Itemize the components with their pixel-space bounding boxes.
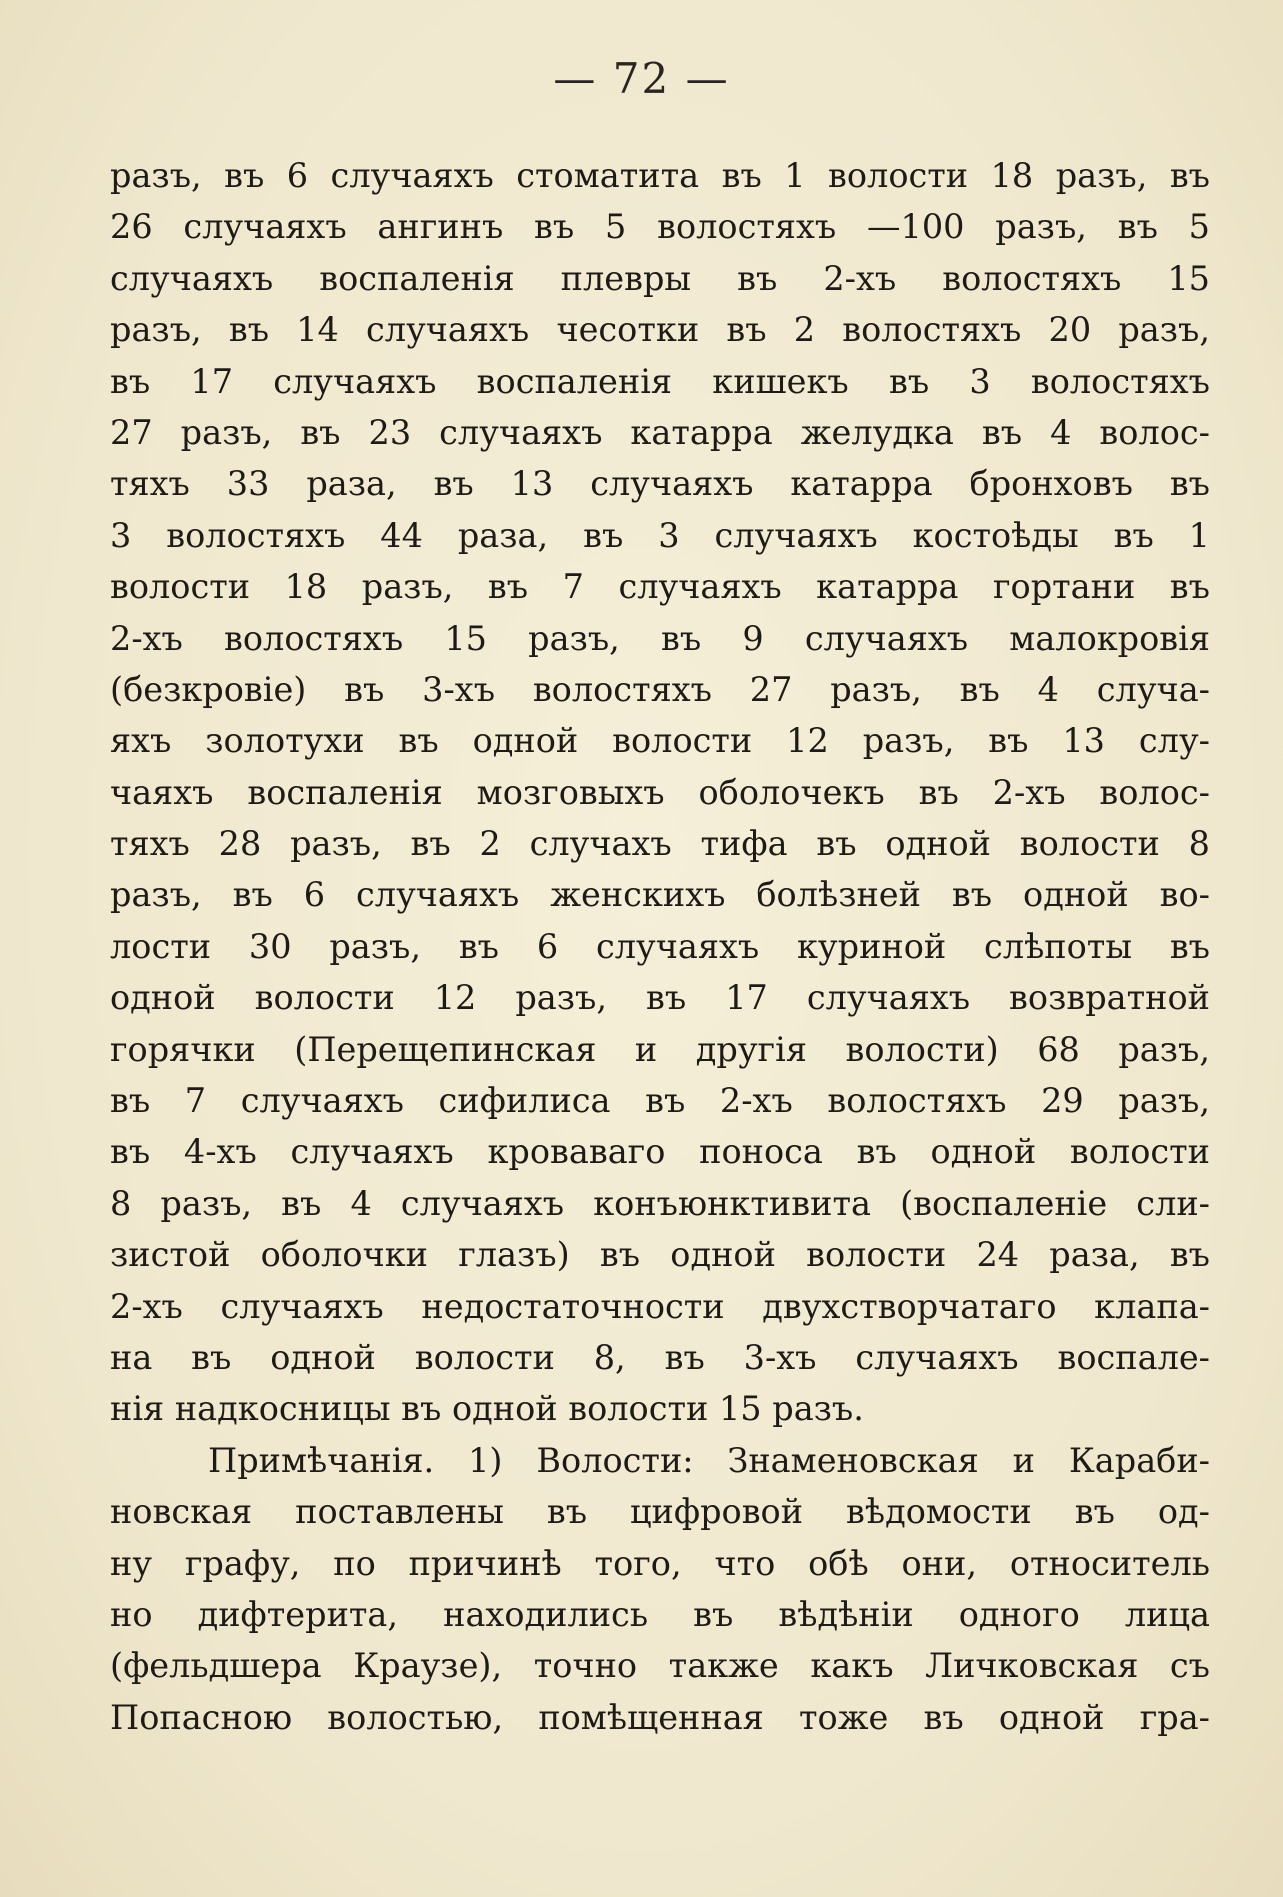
text-line: 27 разъ, въ 23 случаяхъ катарра желудка въ 4 волос-	[110, 412, 1210, 452]
text-line: на въ одной волости 8, въ 3-хъ случаяхъ воспале-	[110, 1337, 1210, 1377]
text-line: разъ, въ 14 случаяхъ чесотки въ 2 волостяхъ 20 разъ,	[110, 310, 1210, 350]
text-line: Попасною волостью, помѣщенная тоже въ одной гра-	[110, 1697, 1210, 1737]
text-line: лости 30 разъ, въ 6 случаяхъ куриной слѣпоты въ	[110, 926, 1210, 966]
page-number: — 72 —	[553, 54, 730, 103]
text-line: 2-хъ случаяхъ недостаточности двухстворчатаго клапа-	[110, 1286, 1210, 1326]
text-line: волости 18 разъ, въ 7 случаяхъ катарра гортани въ	[110, 567, 1210, 607]
text-line: ну графу, по причинѣ того, что обѣ они, относитель	[110, 1543, 1210, 1583]
text-line: нія надкосницы въ одной волости 15 разъ.	[110, 1389, 864, 1429]
text-line: чаяхъ воспаленія мозговыхъ оболочекъ въ 2-хъ волос-	[110, 772, 1210, 812]
text-line: тяхъ 28 разъ, въ 2 случахъ тифа въ одной волости 8	[110, 824, 1210, 864]
text-line: яхъ золотухи въ одной волости 12 разъ, въ 13 слу-	[110, 721, 1210, 761]
body-text	[110, 150, 1210, 1743]
text-line: разъ, въ 6 случаяхъ стоматита въ 1 волости 18 разъ, въ	[110, 156, 1210, 195]
text-line: 3 волостяхъ 44 раза, въ 3 случаяхъ костоѣды въ 1	[110, 515, 1210, 555]
text-line: въ 7 случаяхъ сифилиса въ 2-хъ волостяхъ 29 разъ,	[110, 1081, 1210, 1121]
text-line: новская поставлены въ цифровой вѣдомости въ од-	[110, 1492, 1210, 1532]
text-line: горячки (Перещепинская и другія волости) 68 разъ,	[110, 1029, 1210, 1069]
text-line: (фельдшера Краузе), точно также какъ Личковская съ	[110, 1646, 1210, 1686]
text-line: но дифтерита, находились въ вѣдѣніи одного лица	[110, 1594, 1210, 1634]
text-line: въ 4-хъ случаяхъ кроваваго поноса въ одной волости	[110, 1132, 1210, 1172]
text-line: разъ, въ 6 случаяхъ женскихъ болѣзней въ одной во-	[110, 875, 1210, 915]
notes-heading-line: Примѣчанія. 1) Волости: Знаменовская и Караби-	[208, 1440, 1210, 1480]
text-line: 8 разъ, въ 4 случаяхъ конъюнктивита (воспаленіе сли-	[110, 1183, 1210, 1223]
text-line: тяхъ 33 раза, въ 13 случаяхъ катарра бронховъ въ	[110, 464, 1210, 504]
text-line: 26 случаяхъ ангинъ въ 5 волостяхъ —100 разъ, въ 5	[110, 207, 1210, 247]
text-line: случаяхъ воспаленія плевры въ 2-хъ волостяхъ 15	[110, 258, 1210, 298]
text-line: зистой оболочки глазъ) въ одной волости 24 раза, въ	[110, 1235, 1210, 1275]
text-line: 2-хъ волостяхъ 15 разъ, въ 9 случаяхъ малокровія	[110, 618, 1210, 658]
text-line: въ 17 случаяхъ воспаленія кишекъ въ 3 волостяхъ	[110, 361, 1210, 401]
text-line: (безкровіе) въ 3-хъ волостяхъ 27 разъ, въ 4 случа-	[110, 669, 1210, 709]
text-line: одной волости 12 разъ, въ 17 случаяхъ возвратной	[110, 978, 1210, 1018]
